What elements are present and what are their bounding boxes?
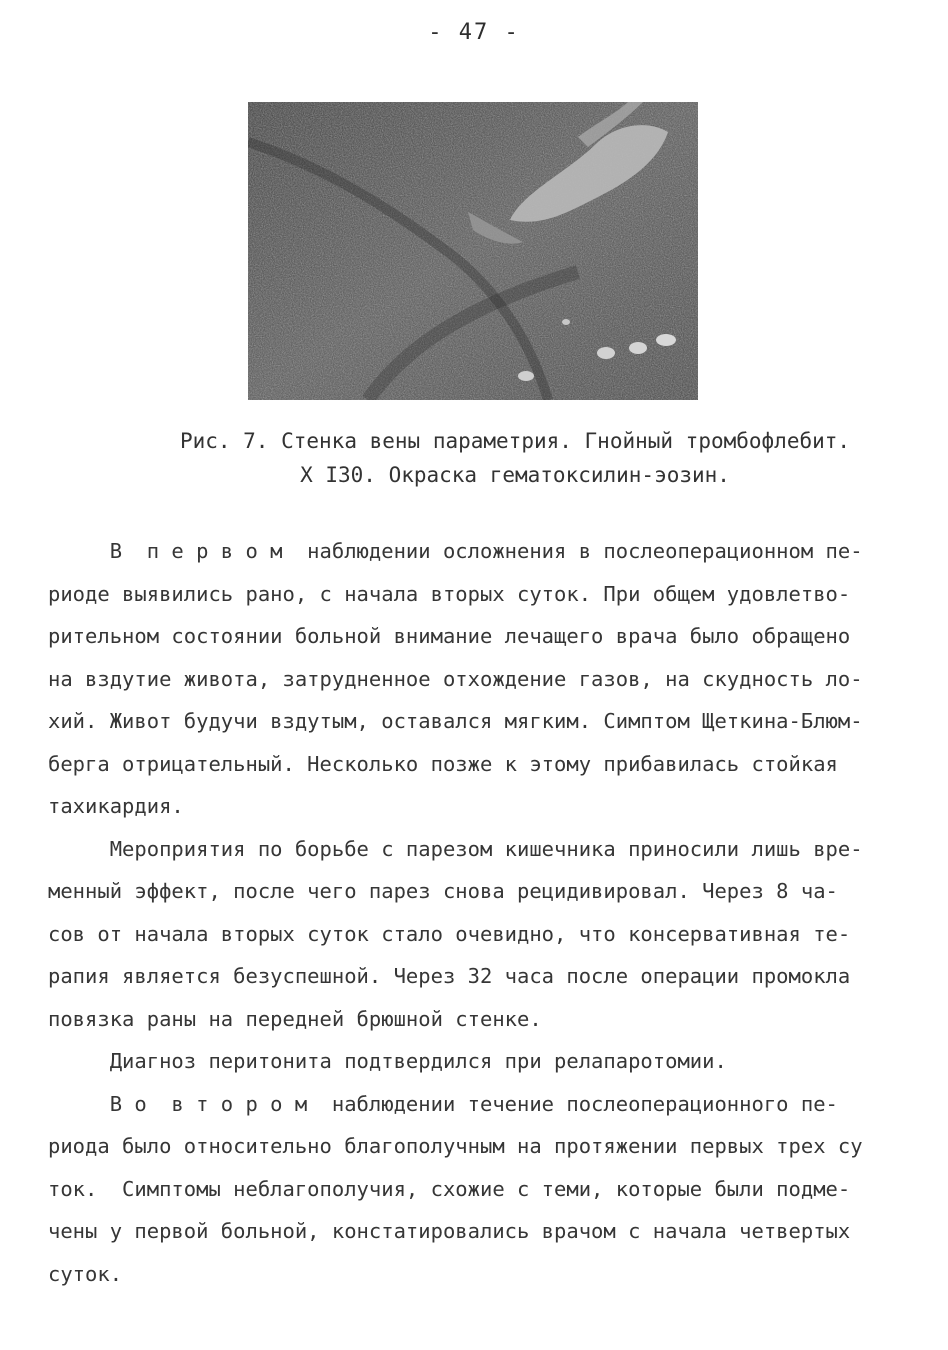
micrograph-image (248, 102, 698, 400)
text-line: на вздутие живота, затрудненное отхождение газов, на скудность ло- (48, 666, 863, 691)
text-line: суток. (48, 1261, 123, 1286)
text-line: рительном состоянии больной внимание лечащего врача было обращено (48, 624, 851, 648)
text-line: Диагноз перитонита подтвердился при релапаротомии. (48, 1049, 727, 1073)
figure-caption (120, 424, 910, 492)
text-line: хий. Живот будучи вздутым, оставался мягким. Симптом Щеткина-Блюм- (48, 709, 863, 733)
text-line: повязка раны на передней брюшной стенке. (48, 1006, 542, 1031)
text-line: В п е р в о м наблюдении осложнения в послеоперационном пе- (48, 539, 863, 563)
text-line: Мероприятия по борьбе с парезом кишечника приносили лишь вре- (48, 836, 863, 861)
body-text (48, 530, 900, 1295)
text-line: чены у первой больной, констатировались врачом с начала четвертых (48, 1219, 851, 1243)
text-line: риоде выявились рано, с начала вторых суток. При общем удовлетво- (48, 581, 851, 606)
text-line: рапия является безуспешной. Через 32 часа после операции промокла (48, 964, 851, 988)
text-line: сов от начала вторых суток стало очевидно, что консервативная те- (48, 921, 851, 946)
text-line: ток. Симптомы неблагополучия, схожие с теми, которые были подме- (48, 1176, 851, 1201)
text-line: В о в т о р о м наблюдении течение послеоперационного пе- (48, 1091, 838, 1116)
text-line: менный эффект, после чего парез снова рецидивировал. Через 8 ча- (48, 879, 838, 903)
text-line: риода было относительно благополучным на протяжении первых трех су (48, 1134, 863, 1158)
caption-line-1: Рис. 7. Стенка вены параметрия. Гнойный тромбофлебит. (179, 429, 851, 453)
text-line: берга отрицательный. Несколько позже к этому прибавилась стойкая (48, 751, 838, 776)
text-line: тахикардия. (48, 794, 184, 818)
caption-line-2: X I30. Окраска гематоксилин-эозин. (300, 463, 730, 487)
page-number: - 47 - (428, 20, 520, 45)
